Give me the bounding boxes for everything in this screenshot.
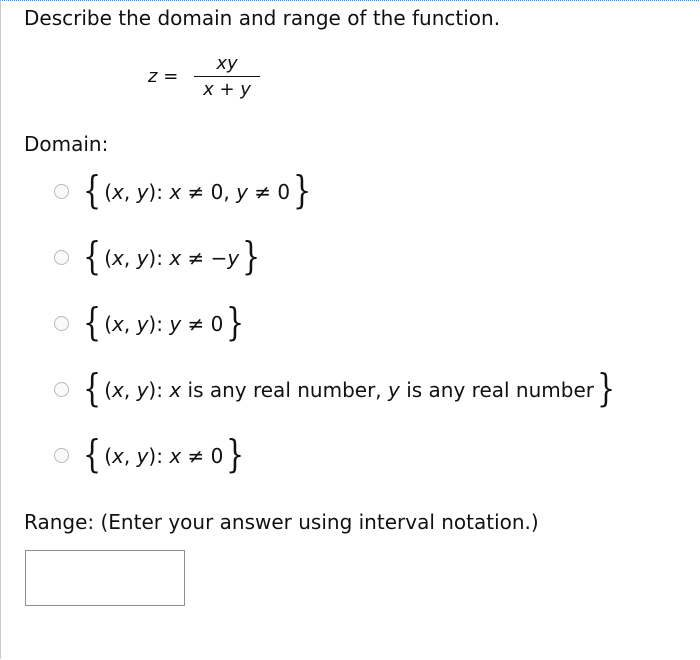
option-condition: x ≠ 0, y ≠ 0 <box>169 180 291 204</box>
set-expression <box>80 366 618 410</box>
close-brace: } <box>597 366 616 410</box>
radio-button[interactable] <box>54 250 69 265</box>
close-brace: } <box>226 432 245 476</box>
domain-label: Domain: <box>24 132 109 156</box>
set-prefix: (x, y): <box>104 180 163 204</box>
formula-lhs: z = <box>148 66 179 87</box>
radio-button[interactable] <box>54 448 69 463</box>
option-condition: x is any real number, y is any real number <box>169 378 594 402</box>
close-brace: } <box>226 300 245 344</box>
formula-denominator: x + y <box>203 79 251 100</box>
set-prefix: (x, y): <box>104 378 163 402</box>
set-expression <box>80 234 263 278</box>
open-brace: { <box>83 432 102 476</box>
open-brace: { <box>83 168 102 212</box>
set-prefix: (x, y): <box>104 444 163 468</box>
option-condition: x ≠ −y <box>169 246 240 270</box>
set-expression <box>80 432 248 476</box>
set-expression <box>80 300 248 344</box>
formula-fraction <box>194 52 260 103</box>
option-condition: x ≠ 0 <box>169 444 224 468</box>
range-label: Range: (Enter your answer using interval notation.) <box>24 510 539 534</box>
question-text: Describe the domain and range of the function. <box>24 6 501 30</box>
close-brace: } <box>242 234 261 278</box>
open-brace: { <box>83 300 102 344</box>
set-prefix: (x, y): <box>104 246 163 270</box>
close-brace: } <box>293 168 312 212</box>
formula-numerator: xy <box>216 53 238 74</box>
set-expression <box>80 168 314 212</box>
set-prefix: (x, y): <box>104 312 163 336</box>
option-condition: y ≠ 0 <box>169 312 224 336</box>
radio-button[interactable] <box>54 316 69 331</box>
range-answer-input[interactable] <box>25 550 185 606</box>
open-brace: { <box>83 234 102 278</box>
radio-button[interactable] <box>54 382 69 397</box>
open-brace: { <box>83 366 102 410</box>
radio-button[interactable] <box>54 184 69 199</box>
